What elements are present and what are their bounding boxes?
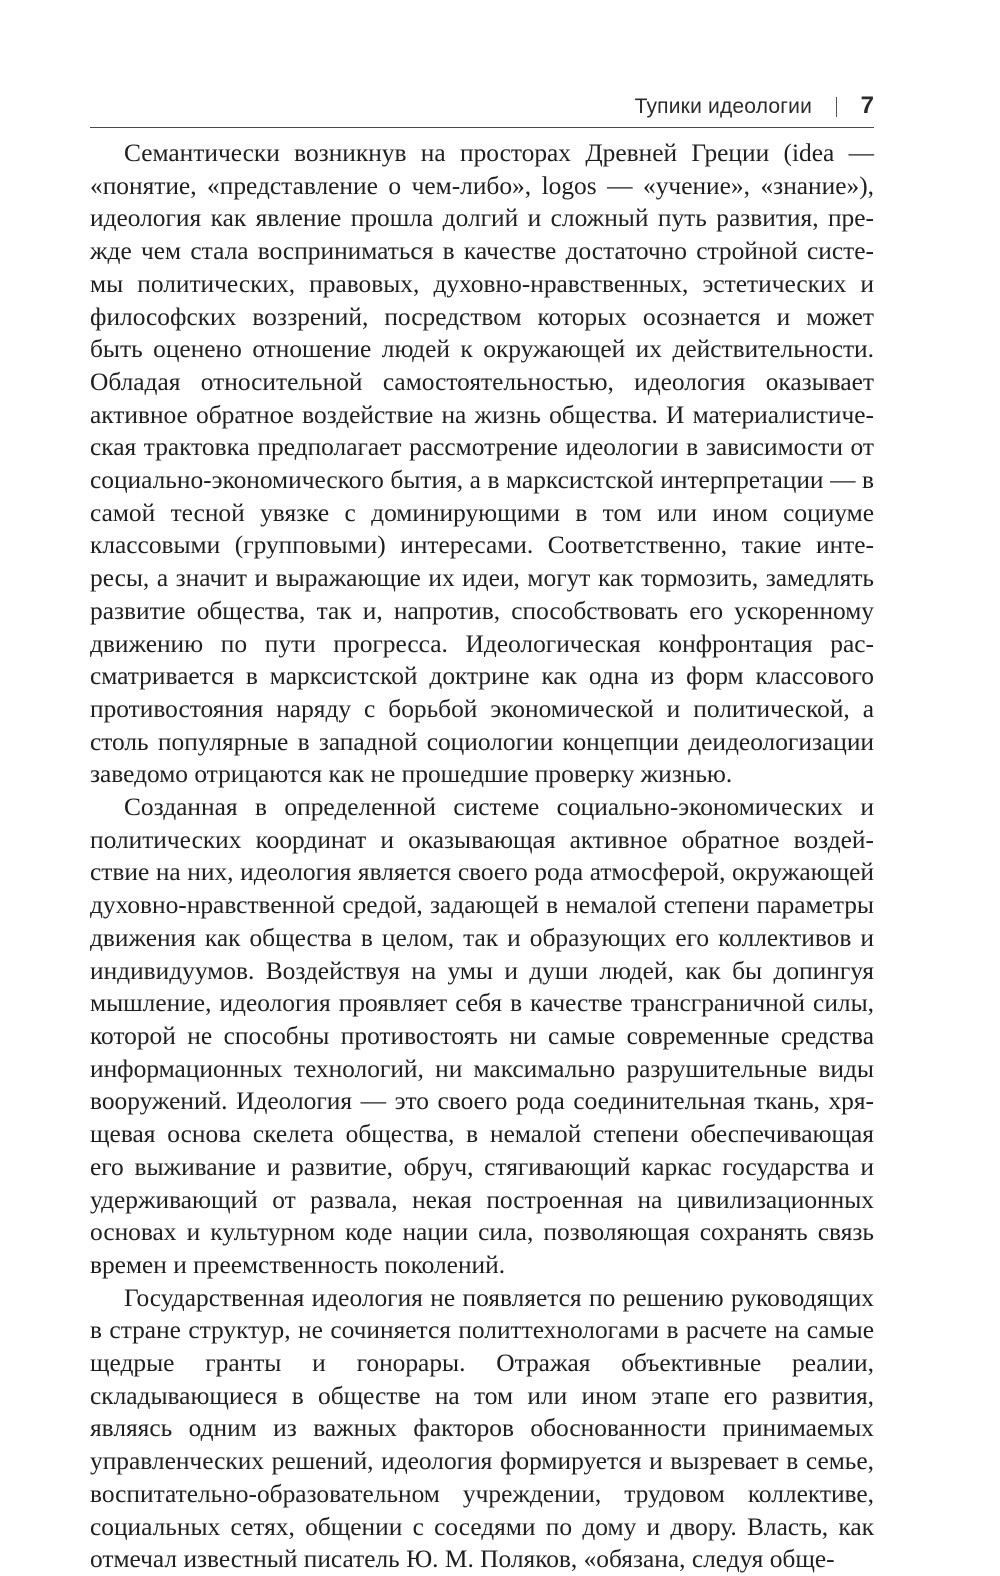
- paragraph-1: Семантически возникнув на просторах Древней Греции (idea — «понятие, «представление о чем-либо», logos — «учение», «знание»), идеология как явление прошла долгий и сложный путь развития, прежде чем стала восприниматься в качестве достаточно стройной системы политических, правовых, духовно-нравственных, эстетических и философских воззрений, посредством которых осознается и может быть оценено отношение людей к окружающей их действительности. Обладая относительной самостоятельностью, идеология оказывает активное обратное воздействие на жизнь общества. И материалистическая трактовка предполагает рассмотрение идеологии в зависимости от социально-экономического бытия, а в марксистской интерпретации — в самой тесной увязке с доминирующими в том или ином социуме классовыми (групповыми) интересами. Соответственно, такие интересы, а значит и выражающие их идеи, могут как тормозить, замедлять развитие общества, так и, напротив, способствовать его ускоренному движению по пути прогресса. Идеологическая конфронтация рассматривается в марксистской доктрине как одна из форм классового противостояния наряду с борьбой экономической и политической, а столь популярные в западной социологии концепции деидеологизации заведомо отрицаются как не прошедшие проверку жизнью.: [90, 139, 874, 789]
- running-title: Тупики идеологии: [634, 95, 812, 118]
- header-separator: [836, 97, 837, 117]
- running-head: [90, 93, 874, 127]
- body-text: [90, 137, 874, 1576]
- paragraph-2: Созданная в определенной системе социально-экономических и политических координат и оказывающая активное обратное воздействие на них, идеология является своего рода атмосферой, окружающей духовно-нравственной средой, задающей в немалой степени параметры движения как общества в целом, так и образующих его коллективов и индивидуумов. Воздействуя на умы и души людей, как бы допингуя мышление, идеология проявляет себя в качестве трансграничной силы, которой не способны противостоять ни самые современные средства информационных технологий, ни максимально разрушительные виды вооружений. Идеология — это своего рода соединительная ткань, хрящевая основа скелета общества, в немалой степени обеспечивающая его выживание и развитие, обруч, стягивающий каркас государства и удерживающий от развала, некая построенная на цивилизационных основах и культурном коде нации сила, позволяющая сохранять связь времен и преемственность поколений.: [90, 793, 874, 1279]
- header-rule: [90, 127, 874, 128]
- page-number: 7: [860, 92, 874, 119]
- paragraph-3: Государственная идеология не появляется по решению руководящих в стране структур, не сочиняется политтехнологами в расчете на самые щедрые гранты и гонорары. Отражая объективные реалии, складывающиеся в обществе на том или ином этапе его развития, являясь одним из важных факторов обоснованности принимаемых управленческих решений, идеология формируется и вызревает в семье, воспитательно-образовательном учреждении, трудовом коллективе, социальных сетях, общении с соседями по дому и двору. Власть, как отмечал известный писатель Ю. М. Поляков, «обязана, следуя обще-: [90, 1283, 874, 1574]
